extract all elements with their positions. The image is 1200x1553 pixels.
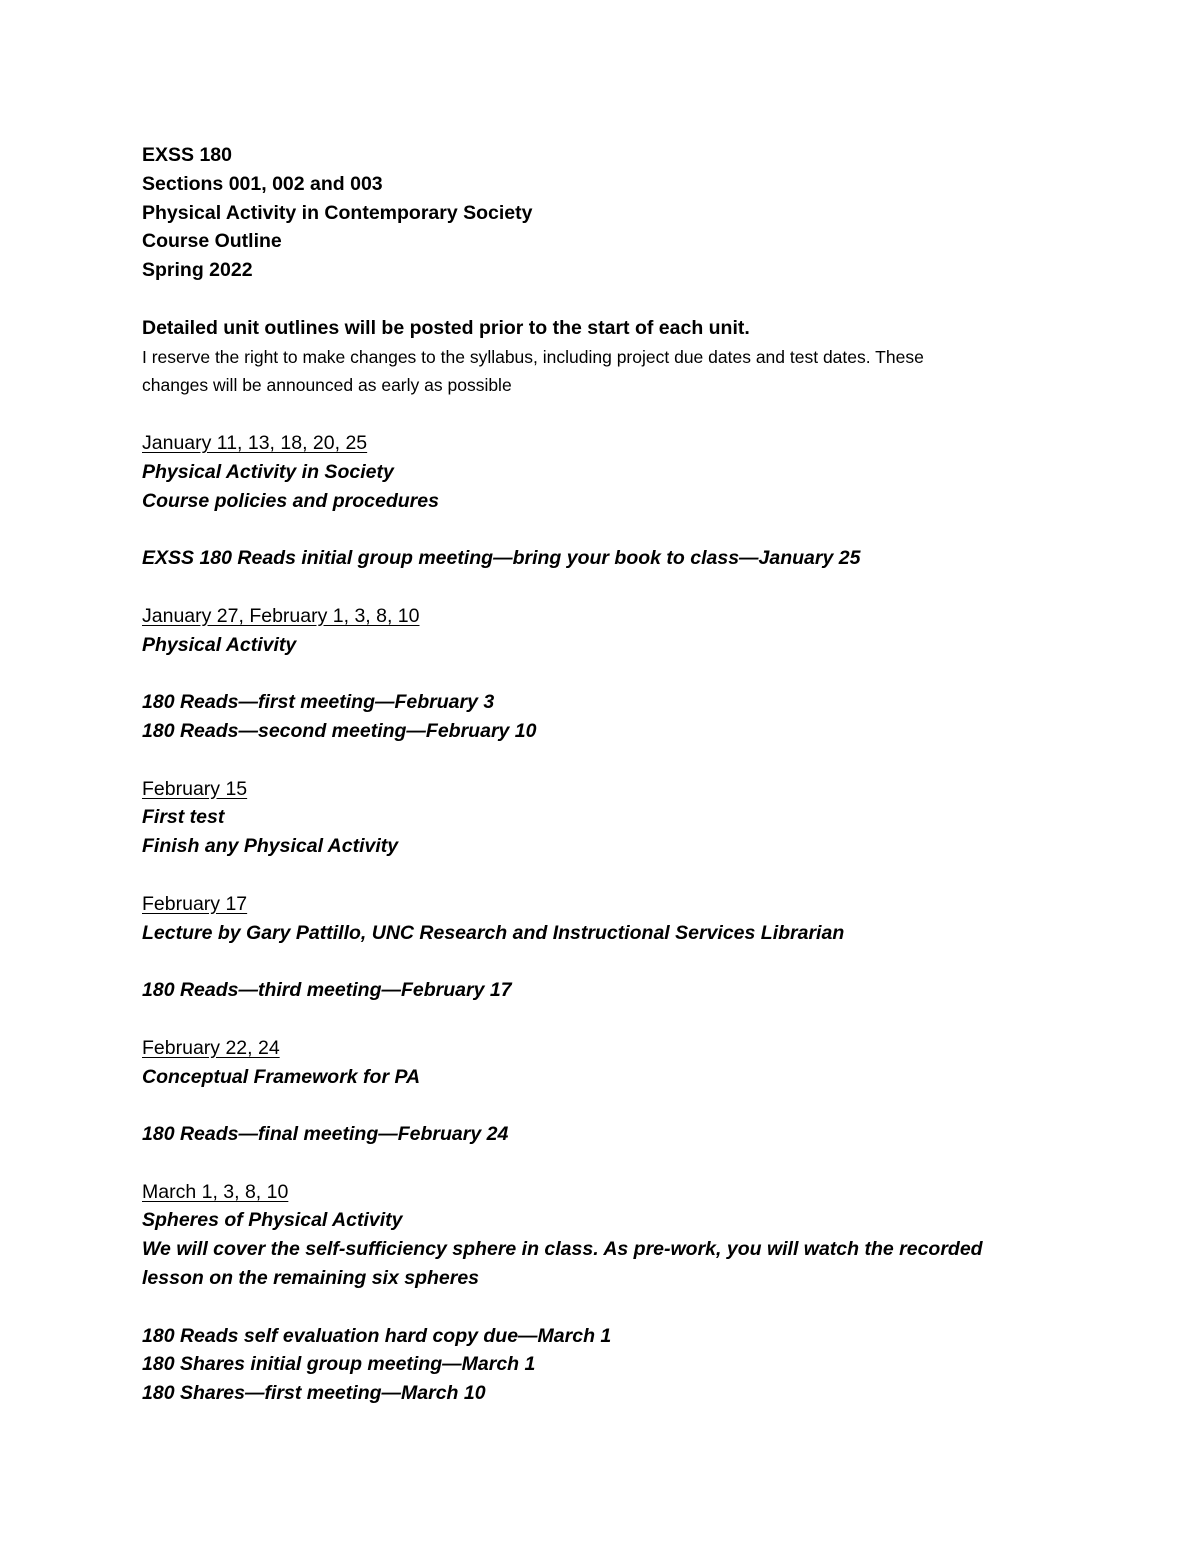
unit-outline-notice: Detailed unit outlines will be posted prior to the start of each unit.	[142, 316, 750, 339]
syllabus-disclaimer-line-2: changes will be announced as early as possible	[142, 375, 512, 396]
course-title: Physical Activity in Contemporary Society	[142, 201, 533, 224]
unit-note: 180 Reads self evaluation hard copy due—March 1	[142, 1324, 612, 1347]
spacer	[142, 1005, 1042, 1034]
unit-topic: Physical Activity	[142, 633, 297, 656]
course-sections: Sections 001, 002 and 003	[142, 172, 383, 195]
spacer	[142, 400, 1042, 429]
unit-topic: lesson on the remaining six spheres	[142, 1267, 480, 1290]
document-type: Course Outline	[142, 230, 282, 253]
unit-note: 180 Reads—final meeting—February 24	[142, 1123, 509, 1146]
unit-note: 180 Reads—third meeting—February 17	[142, 979, 512, 1002]
unit-dates: February 17	[142, 892, 248, 915]
unit-dates: January 11, 13, 18, 20, 25	[142, 431, 368, 454]
unit-topic: Physical Activity in Society	[142, 460, 394, 483]
spacer	[142, 1091, 1042, 1120]
spacer	[142, 861, 1042, 890]
spacer	[142, 285, 1042, 314]
spacer	[142, 1149, 1042, 1178]
unit-topic: First test	[142, 806, 225, 829]
unit-dates: January 27, February 1, 3, 8, 10	[142, 604, 420, 627]
unit-topic: Conceptual Framework for PA	[142, 1065, 421, 1088]
unit-topic: Finish any Physical Activity	[142, 835, 399, 858]
spacer	[142, 1293, 1042, 1322]
unit-dates: February 15	[142, 777, 248, 800]
spacer	[142, 573, 1042, 602]
spacer	[142, 947, 1042, 976]
unit-topic: Lecture by Gary Pattillo, UNC Research and Instructional Services Librarian	[142, 921, 845, 944]
course-outline-page	[142, 141, 1042, 1408]
unit-dates: February 22, 24	[142, 1036, 280, 1059]
unit-note: 180 Shares initial group meeting—March 1	[142, 1353, 536, 1376]
unit-topic: Course policies and procedures	[142, 489, 439, 512]
unit-note: 180 Reads—first meeting—February 3	[142, 691, 495, 714]
unit-topic: We will cover the self-sufficiency sphere in class. As pre-work, you will watch the recorded	[142, 1238, 983, 1261]
term: Spring 2022	[142, 259, 253, 282]
course-code: EXSS 180	[142, 144, 232, 166]
unit-note: EXSS 180 Reads initial group meeting—bring your book to class—January 25	[142, 547, 861, 570]
spacer	[142, 515, 1042, 544]
syllabus-disclaimer-line-1: I reserve the right to make changes to the syllabus, including project due dates and test dates. These	[142, 346, 924, 367]
spacer	[142, 746, 1042, 775]
unit-note: 180 Reads—second meeting—February 10	[142, 719, 537, 742]
unit-note: 180 Shares—first meeting—March 10	[142, 1382, 486, 1405]
spacer	[142, 659, 1042, 688]
unit-dates: March 1, 3, 8, 10	[142, 1180, 289, 1203]
unit-topic: Spheres of Physical Activity	[142, 1209, 403, 1232]
